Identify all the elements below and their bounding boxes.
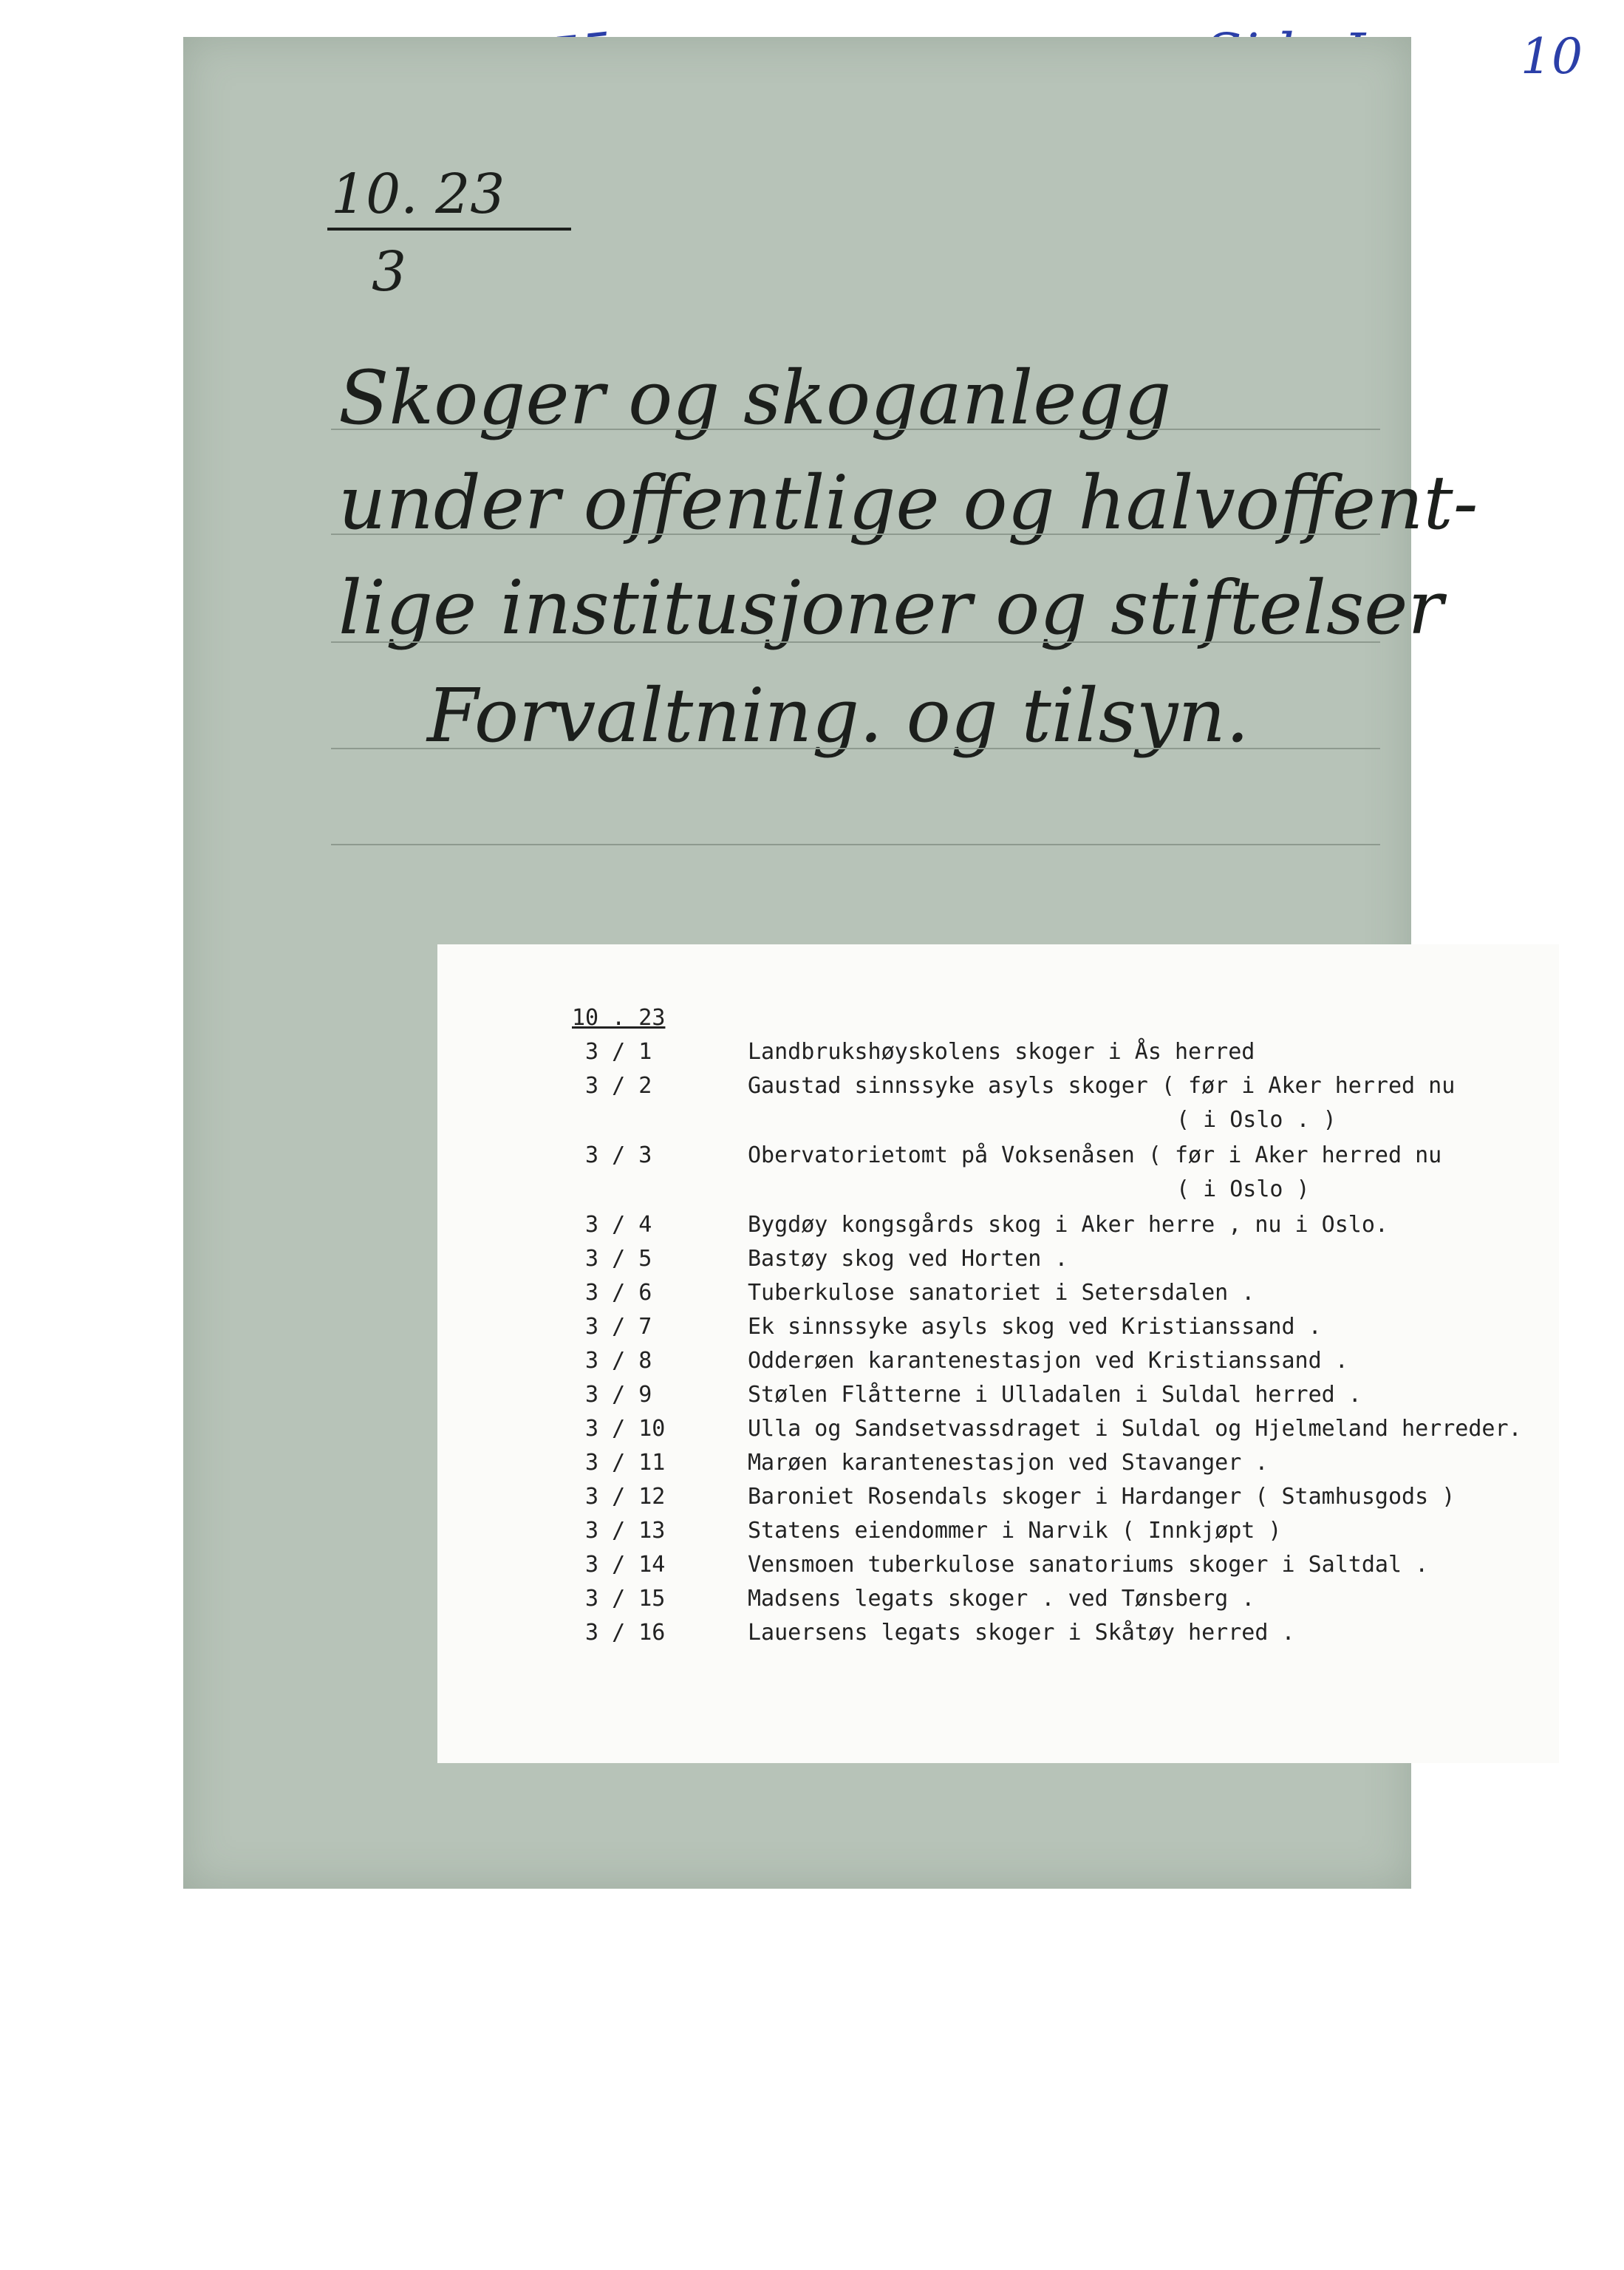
row-number: 3 / 2: [585, 1073, 652, 1099]
row-text: Ulla og Sandsetvassdraget i Suldal og Hjelmeland herreder.: [748, 1416, 1522, 1442]
title-line-2: under offentlige og halvoffent-: [338, 460, 1478, 546]
typed-index-card: [437, 944, 1559, 1763]
row-text: Statens eiendommer i Narvik ( Innkjøpt ): [748, 1518, 1282, 1544]
row-continuation: ( i Oslo ): [1176, 1176, 1310, 1202]
row-text: Landbrukshøyskolens skoger i Ås herred: [748, 1039, 1255, 1065]
row-number: 3 / 7: [585, 1314, 652, 1340]
code-denominator: 3: [372, 240, 407, 304]
row-number: 3 / 15: [585, 1586, 666, 1612]
row-text: Obervatorietomt på Voksenåsen ( før i Aker herred nu: [748, 1142, 1442, 1168]
row-number: 3 / 13: [585, 1518, 666, 1544]
row-text: Stølen Flåtterne i Ulladalen i Suldal herred .: [748, 1382, 1362, 1408]
title-line-3: lige institusjoner og stiftelser: [338, 565, 1444, 651]
row-text: Baroniet Rosendals skoger i Hardanger ( Stamhusgods ): [748, 1484, 1456, 1510]
row-number: 3 / 3: [585, 1142, 652, 1168]
row-text: Marøen karantenestasjon ved Stavanger .: [748, 1450, 1269, 1476]
row-number: 3 / 14: [585, 1552, 666, 1578]
row-number: 3 / 9: [585, 1382, 652, 1408]
row-number: 3 / 4: [585, 1212, 652, 1238]
row-number: 3 / 11: [585, 1450, 666, 1476]
row-text: Bastøy skog ved Horten .: [748, 1246, 1068, 1272]
row-number: 3 / 1: [585, 1039, 652, 1065]
row-text: Ek sinnssyke asyls skog ved Kristianssand .: [748, 1314, 1322, 1340]
row-number: 3 / 5: [585, 1246, 652, 1272]
row-text: Tuberkulose sanatoriet i Setersdalen .: [748, 1280, 1255, 1306]
ruled-line: [331, 844, 1380, 845]
row-text: Bygdøy kongsgårds skog i Aker herre , nu i Oslo.: [748, 1212, 1388, 1238]
row-text: Gaustad sinnssyke asyls skoger ( før i Aker herred nu: [748, 1073, 1456, 1099]
index-header: 10 . 23: [572, 1005, 666, 1031]
folio-number: 10: [1521, 28, 1583, 85]
row-text: Madsens legats skoger . ved Tønsberg .: [748, 1586, 1255, 1612]
photocopy-sheet: [183, 37, 1522, 1889]
title-line-1: Skoger og skoganlegg: [338, 355, 1172, 441]
row-number: 3 / 12: [585, 1484, 666, 1510]
row-text: Lauersens legats skoger i Skåtøy herred .: [748, 1620, 1295, 1646]
fraction-rule: [327, 228, 571, 231]
row-text: Vensmoen tuberkulose sanatoriums skoger i Saltdal .: [748, 1552, 1429, 1578]
code-numerator: 10. 23: [331, 163, 505, 226]
row-text: Odderøen karantenestasjon ved Kristianssand .: [748, 1348, 1348, 1374]
ruled-line: [331, 429, 1380, 430]
ruled-line: [331, 534, 1380, 535]
row-continuation: ( i Oslo . ): [1176, 1107, 1337, 1133]
row-number: 3 / 6: [585, 1280, 652, 1306]
ruled-line: [331, 641, 1380, 643]
row-number: 3 / 10: [585, 1416, 666, 1442]
row-number: 3 / 16: [585, 1620, 666, 1646]
title-line-4: Forvaltning. og tilsyn.: [427, 672, 1249, 759]
row-number: 3 / 8: [585, 1348, 652, 1374]
ruled-line: [331, 748, 1380, 749]
